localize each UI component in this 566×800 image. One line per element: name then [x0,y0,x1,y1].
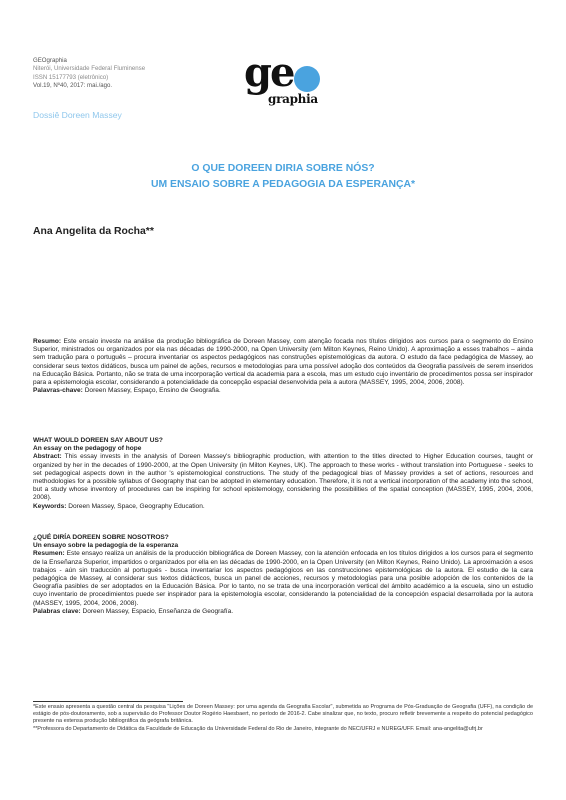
abstract-pt-label: Resumo: [33,338,62,345]
article-title [60,161,506,193]
abstract-en-label: Abstract: [33,453,62,461]
abstract-en-text: This essay invests in the analysis of Doreen Massey's bibliographic production, with attention to the titles directed to Higher Education courses, taught or organized by her in the decades of 1990-2000, at the Open University (in Milton Keynes, UK). The approach to these works - without translation into Portuguese - seeks to set pedagogical aspects down in the author 's epistemological constructions. The study of the pedagogical bias of Massey provides a set of actions, resources and methodologies for a possible syllabus of Geography that can be adopted in elementary education. Therefore, it is not a vertical incorporation of the academy into the school, but a study whose inventory of procedures can be inspiring for school epistemology, considering the possibilities of the spatial conception (MASSEY, 1995, 2004, 2006, 2008). [33,453,533,502]
journal-issn: ISSN 15177793 (eletrônico) [33,73,109,81]
keywords-en: Doreen Massey, Space, Geography Education. [66,502,205,510]
keywords-pt: Doreen Massey, Espaço, Ensino de Geografia. [82,387,221,395]
abstract-en-heading: WHAT WOULD DOREEN SAY ABOUT US? [33,437,163,444]
logo-main-text: ge [244,49,294,96]
keywords-es: Doreen Massey, Espacio, Enseñanza de Geografía. [80,607,234,615]
abstract-es-heading: ¿QUÉ DIRÍA DOREEN SOBRE NOSOTROS? [33,534,169,541]
keywords-en-label: Keywords: [33,502,67,510]
title-line-1: O QUE DOREEN DIRIA SOBRE NÓS? [191,163,375,174]
journal-institution: Niterói, Universidade Federal Fluminense [33,65,146,73]
keywords-pt-label: Palavras-chave: [33,387,83,395]
abstract-es-label: Resumen: [33,550,65,558]
abstract-es [33,534,533,616]
abstract-en [33,437,533,511]
logo-dot [294,66,320,92]
author-name: Ana Angelita da Rocha** [33,226,154,237]
abstract-es-subheading: Un ensayo sobre la pedagogía de la esperanza [33,542,179,550]
logo-sub-text: graphia [268,92,318,106]
abstract-pt-text: Este ensaio investe na análise da produção bibliográfica de Doreen Massey, com atenção focada nos títulos dirigidos aos cursos para o segmento do Ensino Superior, ministrados ou organizados por ela nas décadas de 1990-2000, na Open University (em Milton Keynes, Reino Unido). A aproximação a esses trabalhos – ainda sem tradução para o português – procura inventariar os aspectos pedagógicos nas construções epistemológicas da autora. O estudo da face pedagógica de Massey, ao considerar seus textos didáticos, busca um painel de ações, recursos e metodologias para uma possível adoção dos conteúdos da Geografia passíveis de serem inseridos na Educação Básica. Portanto, não se trata de uma incorporação vertical da academia para a escola, mas um estudo cujo inventário de procedimentos possa ser inspirador para a epistemologia escolar, considerando a potencialidade da concepção espacial desenvolvida pela a autora (MASSEY, 1995, 2004, 2006, 2008). [33,338,533,387]
abstract-pt [33,338,533,395]
geographia-logo [244,49,334,107]
abstract-en-subheading: An essay on the pedagogy of hope [33,445,142,453]
footnote-divider [33,701,183,702]
journal-meta [33,57,233,91]
journal-name: GEOgraphia [33,57,67,64]
title-line-2: UM ENSAIO SOBRE A PEDAGOGIA DA ESPERANÇA* [150,179,416,190]
footnotes [33,704,533,733]
keywords-es-label: Palabras clave: [33,607,81,615]
dossier-label: Dossiê Doreen Massey [33,110,122,120]
journal-volume: Vol.19, Nº40, 2017: mai./ago. [33,82,113,90]
footnote-2: **Professora do Departamento de Didática da Faculdade de Educação da Universidade Federal do Rio de Janeiro, integrante do NEC/UFRJ e NUREG/UFF. Email: ana-angelita@ufrj.br [33,725,483,732]
abstract-es-text: Este ensayo realiza un análisis de la producción bibliográfica de Doreen Massey, con la atención enfocada en los títulos dirigidos a los cursos para el segmento de la Enseñanza Superior, impartidos o organizados por ella en las décadas de 1990-2000, en la Open University (en Milton Keynes, Reino Unido). La aproximación a esos trabajos - aún sin traducción al portugués - busca inventariar los aspectos pedagógicos en las construcciones epistemológicas de la autora. El estudio de la cara pedagógica de Massey, al considerar sus textos didácticos, busca un panel de acciones, recursos y metodologías para una posible adopción de los contenidos de la Geografía pasibles de ser adoptados en la Educación Básica. Por lo tanto, no se trata de una incorporación vertical del ámbito académico a la escuela, sino un estudio cuyo inventario de procedimientos puede ser inspirador para la epistemología escolar, considerando la potencialidad de la concepción espacial desarrollada por la autora (MASSEY, 1995, 2004, 2006, 2008). [33,550,533,607]
footnote-1: *Este ensaio apresenta a questão central da pesquisa "Lições de Doreen Massey: por uma agenda da Geografia Escolar", submetida ao Programa de Pós-Graduação de Geografia (UFF), na condição de estágio de pós-doutoramento, sob a supervisão do Professor Doutor Rogério Haesbaert, no período de 2016-2. Cabe sinalizar que, no texto, procuro refletir brevemente a respeito do potencial pedagógico presente na extensa produção bibliográfica da geógrafa britânica. [33,704,533,725]
